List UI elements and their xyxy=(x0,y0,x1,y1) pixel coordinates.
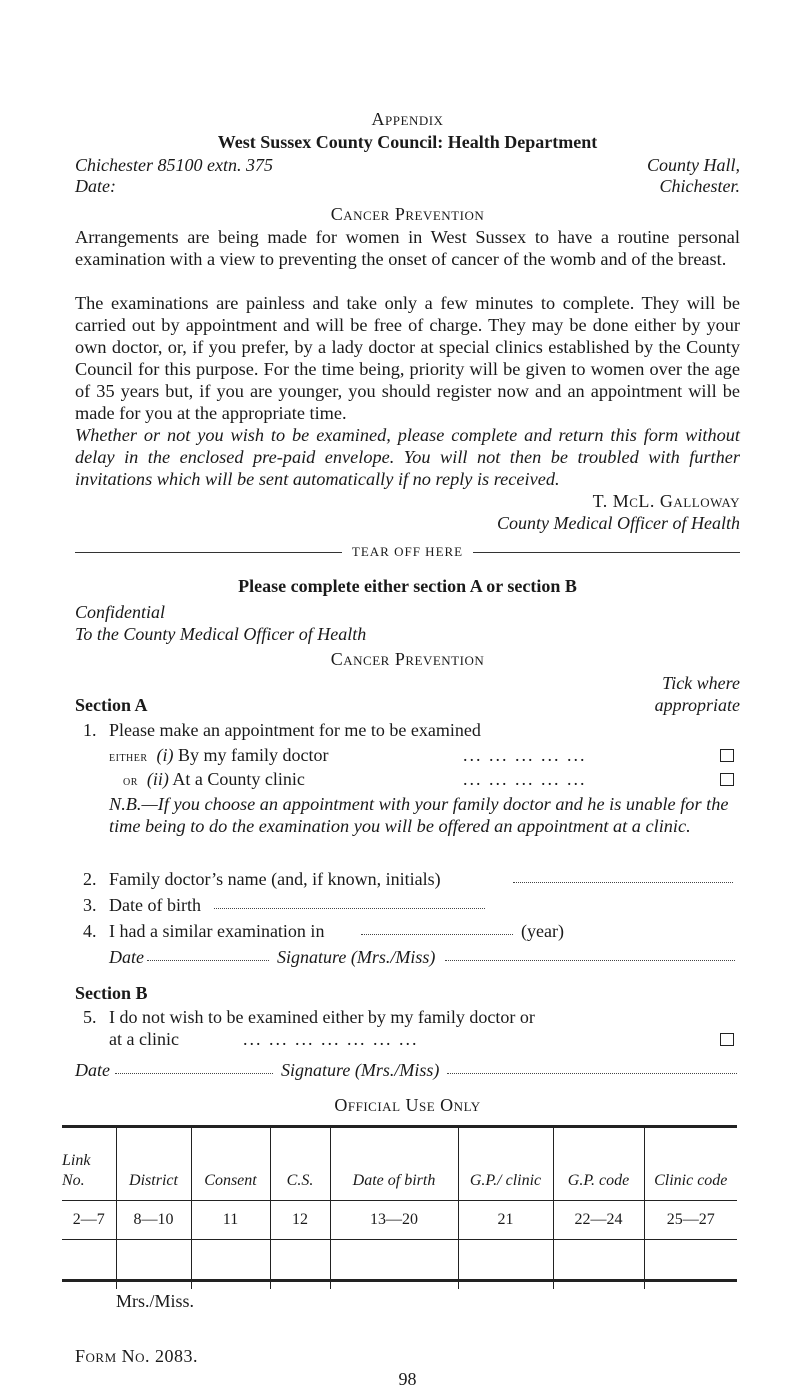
tick-hint-2: appropriate xyxy=(654,695,740,715)
col-header-clinic-code: Clinic code xyxy=(644,1127,737,1201)
table-cell: 25—27 xyxy=(644,1201,737,1240)
confidential-label: Confidential xyxy=(75,602,165,622)
item-3 xyxy=(75,894,740,916)
form-number: Form No. 2083. xyxy=(75,1346,199,1366)
item-2 xyxy=(75,868,740,890)
item-4 xyxy=(75,920,740,942)
item-3-number: 3. xyxy=(83,895,97,915)
item-4-number: 4. xyxy=(83,921,97,941)
item-2-text: Family doctor’s name (and, if known, initials) xyxy=(109,869,441,889)
signatory-title: County Medical Officer of Health xyxy=(497,513,740,533)
leader-dots: ... ... ... ... ... xyxy=(463,769,587,789)
year-label: (year) xyxy=(521,921,564,941)
letter-paragraph-2: The examinations are painless and take only a few minutes to complete. They will be carried out by appointment and will be free of charge. They may be done either by your own doctor, or, if you prefer, by a lady doctor at special clinics established by the County Council for this purpose. For the time being, priority will be given to women over the age of 35 years but, if you are younger, you should register now and an appointment will be made for you at the appropriate time. xyxy=(75,293,740,423)
date-label-a: Date xyxy=(109,947,144,967)
official-use-title: Official Use Only xyxy=(334,1095,481,1115)
tick-hint-1: Tick where xyxy=(662,673,740,693)
date-of-birth-field[interactable] xyxy=(214,894,485,909)
item-5-number: 5. xyxy=(83,1007,97,1027)
item-1-text: Please make an appointment for me to be examined xyxy=(109,720,481,740)
section-a-row xyxy=(75,694,740,716)
table-cell: 21 xyxy=(458,1201,553,1240)
either-option-number: (i) xyxy=(156,745,174,765)
tear-off-label: TEAR OFF HERE xyxy=(351,544,464,559)
date-field-a[interactable] xyxy=(147,946,269,961)
phone-number: Chichester 85100 extn. 375 xyxy=(75,155,273,175)
col-header-gp-clinic: G.P./ clinic xyxy=(458,1127,553,1201)
item-5 xyxy=(75,1006,740,1028)
appendix-heading: Appendix xyxy=(371,109,444,129)
tear-off-line xyxy=(75,544,740,560)
letter-title: Cancer Prevention xyxy=(330,204,485,224)
col-header-district: District xyxy=(116,1127,191,1201)
table-cell: 22—24 xyxy=(553,1201,644,1240)
leader-dots: ... ... ... ... ... ... ... xyxy=(243,1029,419,1049)
council-heading: West Sussex County Council: Health Department xyxy=(217,132,598,152)
family-doctor-name-field[interactable] xyxy=(513,868,733,883)
table-cell: 2—7 xyxy=(62,1201,116,1240)
date-field-b[interactable] xyxy=(115,1059,273,1074)
item-3-text: Date of birth xyxy=(109,895,201,915)
header-row-1 xyxy=(75,154,740,176)
address-line-1: County Hall, xyxy=(647,155,740,175)
item-2-number: 2. xyxy=(83,869,97,889)
item-4-text: I had a similar examination in xyxy=(109,921,325,941)
letter-paragraph-3: Whether or not you wish to be examined, please complete and return this form without delay in the enclosed pre-paid envelope. You will not then be troubled with further invitations which will be sent automatically if no reply is received. xyxy=(75,425,740,489)
signatory-name: T. McL. Galloway xyxy=(592,491,740,511)
form-instruction: Please complete either section A or section B xyxy=(238,576,577,596)
signature-field-a[interactable] xyxy=(445,946,735,961)
section-b-heading: Section B xyxy=(75,983,148,1003)
recipient-line: To the County Medical Officer of Health xyxy=(75,624,367,644)
page-number: 98 xyxy=(398,1369,417,1389)
col-header-gp-code: G.P. code xyxy=(553,1127,644,1201)
signature-field-b[interactable] xyxy=(447,1059,737,1074)
tick-box-family-doctor[interactable] xyxy=(720,749,734,762)
either-option-text: By my family doctor xyxy=(178,745,329,765)
either-label: either xyxy=(109,750,148,765)
table-cell: 13—20 xyxy=(330,1201,458,1240)
form-title: Cancer Prevention xyxy=(330,649,485,669)
mrs-miss-label: Mrs./Miss. xyxy=(116,1291,195,1311)
or-option-number: (ii) xyxy=(146,769,169,789)
or-option-text: At a County clinic xyxy=(172,769,305,789)
tick-box-county-clinic[interactable] xyxy=(720,773,734,786)
previous-exam-year-field[interactable] xyxy=(361,920,513,935)
tick-box-decline[interactable] xyxy=(720,1033,734,1046)
section-a-heading: Section A xyxy=(75,695,148,715)
col-header-link-no: Link No. xyxy=(62,1152,91,1189)
table-bottom-rule xyxy=(62,1279,737,1282)
nb-note: N.B.—If you choose an appointment with your family doctor and he is unable for the time being to do the examination you will be offered an appointment at a clinic. xyxy=(109,794,729,836)
address-line-2: Chichester. xyxy=(659,176,740,196)
signature-label-b: Signature (Mrs./Miss) xyxy=(281,1060,440,1080)
header-row-2 xyxy=(75,175,740,197)
table-cell: 8—10 xyxy=(116,1201,191,1240)
col-header-date-of-birth: Date of birth xyxy=(330,1127,458,1201)
item-5-text: I do not wish to be examined either by my family doctor or xyxy=(109,1007,535,1027)
official-use-table xyxy=(62,1127,737,1289)
date-label-b: Date xyxy=(75,1060,110,1080)
col-header-cs: C.S. xyxy=(270,1127,330,1201)
item-1-number: 1. xyxy=(83,720,97,740)
letter-paragraph-1: Arrangements are being made for women in West Sussex to have a routine personal examination with a view to preventing the onset of cancer of the womb and of the breast. xyxy=(75,227,740,269)
date-label: Date: xyxy=(75,176,116,196)
table-cell: 11 xyxy=(191,1201,270,1240)
item-1 xyxy=(75,719,740,741)
col-header-consent: Consent xyxy=(191,1127,270,1201)
signature-label-a: Signature (Mrs./Miss) xyxy=(277,947,436,967)
item-5-text-continued: at a clinic xyxy=(109,1029,179,1049)
table-cell: 12 xyxy=(270,1201,330,1240)
leader-dots: ... ... ... ... ... xyxy=(463,745,587,765)
or-label: or xyxy=(123,774,138,789)
